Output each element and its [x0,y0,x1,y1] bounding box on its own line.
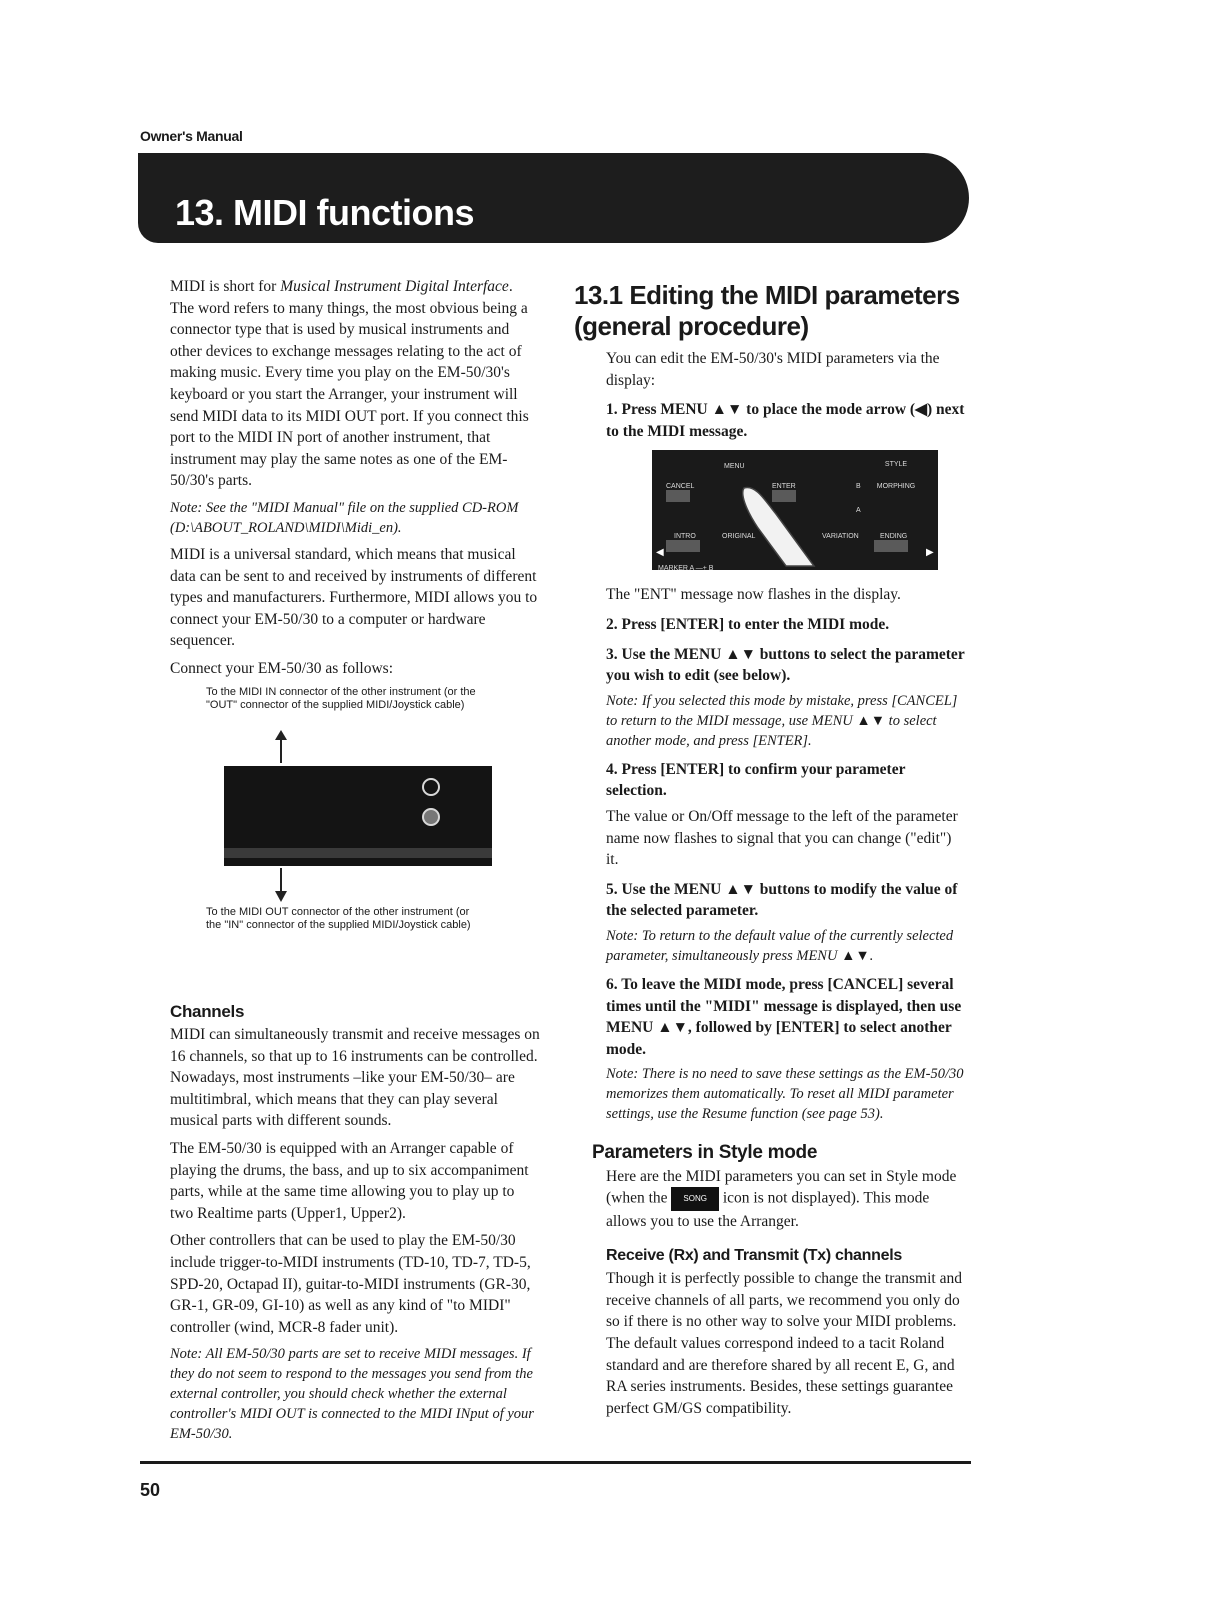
step-2: 2. Press [ENTER] to enter the MIDI mode. [606,615,890,633]
rear-panel-photo [224,766,492,866]
style-mode-paragraph: Here are the MIDI parameters you can set in Style mode (when the SONG icon is not displayed). This mode allows you to use the Arranger. [606,1167,957,1231]
header-label: Owner's Manual [140,128,243,144]
lcd-enter-label: ENTER [772,483,796,491]
right-arrow-icon: ▶ [926,547,934,559]
step-3: 3. Use the MENU ▲▼ buttons to select the parameter you wish to edit (see below). [606,645,965,685]
note-default-value: Note: To return to the default value of the currently selected parameter, simultaneously press MENU ▲▼. [606,927,954,964]
lcd-variation-label: VARIATION [822,533,859,541]
display-photo [652,450,938,573]
connect-paragraph: Connect your EM-50/30 as follows: [170,659,394,677]
finger-pointer-icon [736,480,816,577]
step-4-text: The value or On/Off message to the left of the parameter name now flashes to signal that you can change ("edit") it. [606,807,958,869]
lcd-digit-block [874,540,908,552]
midi-in-jack-icon [422,778,440,796]
midi-in-caption: To the MIDI IN connector of the other instrument (or the "OUT" connector of the supplied MIDI/Joystick cable) [206,685,476,711]
rx-tx-heading: Receive (Rx) and Transmit (Tx) channels [606,1246,902,1264]
note-resume: Note: There is no need to save these settings as the EM-50/30 memorizes them automatically. To reset all MIDI parameter settings, use the Resume function (see page 53). [606,1066,964,1123]
lcd-ending-label: ENDING [880,533,908,541]
panel-strip [224,848,492,858]
step-1: 1. Press MENU ▲▼ to place the mode arrow (◀) next to the MIDI message. [606,401,965,440]
channels-paragraph-2: The EM-50/30 is equipped with an Arranger capable of playing the drums, the bass, and up to six accompaniment parts, while at the same time allowing you to play up to two Realtime parts (Upper1, Upper2). [170,1140,529,1222]
channels-paragraph-1: MIDI can simultaneously transmit and receive messages on 16 channels, so that up to 16 instruments can be controlled. Nowadays, most instruments –like your EM-50/30– are multitimbral, which means that they can play several musical parts with different sounds. [170,1026,540,1130]
lcd-b-label: B [856,483,861,491]
lcd-digit-block [666,540,700,552]
lcd-style-morphing-label: STYLE MORPHING [876,461,916,490]
midi-connection-diagram [206,686,536,991]
left-column [170,276,540,1450]
midi-out-jack-icon [422,808,440,826]
intro-paragraph: MIDI is short for Musical Instrument Digital Interface. The word refers to many things, the most obvious being a connector type that is used by musical instruments and other devices to exchange messages relating to the act of making music. Every time you play on the EM-50/30's keyboard or you start the Arranger, your instrument will send MIDI data to its MIDI OUT port. If you connect this port to the MIDI IN port of another instrument, that instrument may play the same notes as one of the EM-50/30's parts. [170,278,529,490]
style-mode-heading: Parameters in Style mode [592,1142,818,1164]
step-6: 6. To leave the MIDI mode, press [CANCEL] several times until the "MIDI" message is displayed, then use MENU ▲▼, followed by [ENTER] to select another mode. [606,975,962,1058]
lcd-cancel-label: CANCEL [666,483,695,491]
footer-rule [140,1461,971,1464]
song-icon: SONG [671,1187,719,1211]
left-arrow-icon: ◀ [656,547,664,559]
lcd-menu-label: MENU [724,463,745,471]
channels-paragraph-3: Other controllers that can be used to play the EM-50/30 include trigger-to-MIDI instruments (TD-10, TD-7, TD-5, SPD-20, Octapad II), guitar-to-MIDI instruments (GR-30, GR-1, GR-09, GI-10) as well as any kind of "to MIDI" controller (wind, MCR-8 fader unit). [170,1232,531,1336]
note-receive: Note: All EM-50/30 parts are set to receive MIDI messages. If they do not seem to respond to the messages you send from the external controller, you should check whether the external controller's MIDI OUT is connected to the MIDI INput of your EM-50/30. [170,1346,534,1443]
section-title: 13.1 Editing the MIDI parameters (general procedure) [574,280,960,341]
right-column [574,280,966,1425]
note-cdrom: Note: See the "MIDI Manual" file on the supplied CD-ROM (D:\ABOUT_ROLAND\MIDI\Midi_en). [170,499,519,536]
page-number: 50 [140,1480,161,1500]
lcd-digit-block [666,490,690,502]
lcd-intro-label: INTRO [674,533,696,541]
channels-heading: Channels [170,1001,245,1021]
note-mistake: Note: If you selected this mode by mistake, press [CANCEL] to return to the MIDI message, use MENU ▲▼ to select another mode, and press [ENTER]. [606,692,958,749]
step-4: 4. Press [ENTER] to confirm your parameter selection. [606,760,906,800]
up-arrow-icon [273,730,289,771]
rx-tx-paragraph: Though it is perfectly possible to change the transmit and receive channels of all parts, we recommend you only do so if there is no other way to solve your MIDI problems. The default values correspond indeed to a tacit Roland standard and are therefore shared by all recent E, G, and RA series instruments. Besides, these settings guarantee perfect GM/GS compatibility. [606,1270,962,1417]
section-intro: You can edit the EM-50/30's MIDI parameters via the display: [606,350,940,389]
midi-out-caption: To the MIDI OUT connector of the other instrument (or the "IN" connector of the supplied MIDI/Joystick cable) [206,905,471,931]
step-5: 5. Use the MENU ▲▼ buttons to modify the value of the selected parameter. [606,880,958,920]
lcd-a-label: A [856,507,861,515]
standard-paragraph: MIDI is a universal standard, which means that musical data can be sent to and received by instruments of different types and manufacturers. Furthermore, MIDI allows you to connect your EM-50/30 to a computer or hardware sequencer. [170,545,538,650]
ent-message-text: The "ENT" message now flashes in the display. [606,586,901,604]
lcd-marker-label: MARKER A ―+ B [658,565,714,573]
chapter-title: 13. MIDI functions [175,192,475,233]
lcd-original-label: ORIGINAL [722,533,756,541]
down-arrow-icon [273,868,289,909]
